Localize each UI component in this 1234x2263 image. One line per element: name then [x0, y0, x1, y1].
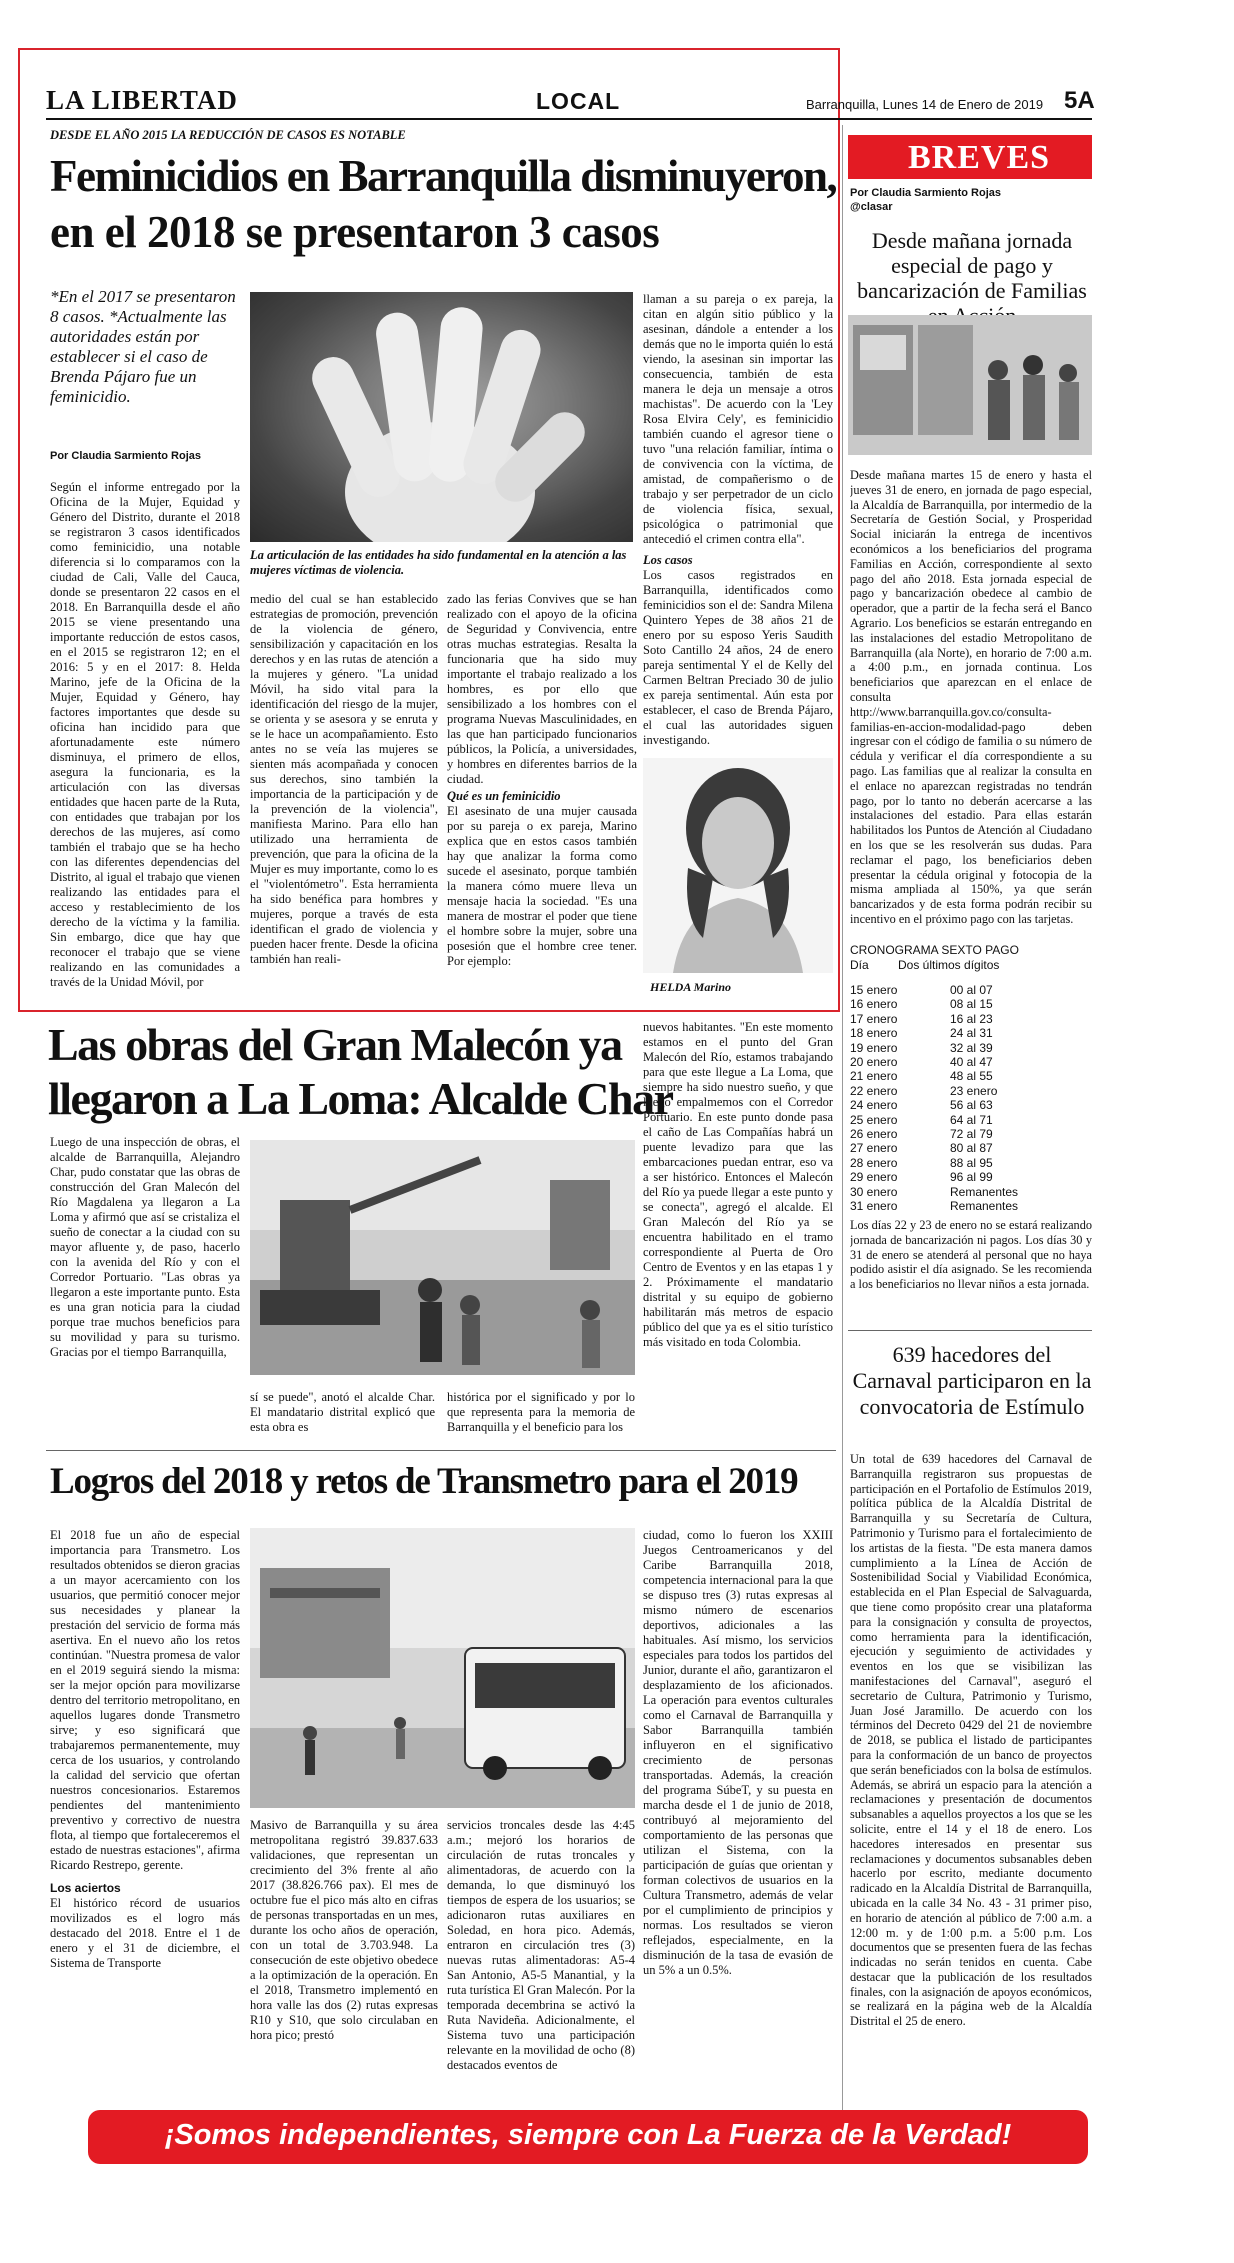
breves-title: BREVES	[908, 139, 1051, 176]
cronograma-digits: 40 al 47	[950, 1055, 993, 1070]
lead-col-3b-text: El asesinato de una mujer causada por su pareja o ex pareja, Marino explica que en estos casos también hay que analizar la forma como sucede el asesinato, porque también la manera cómo muere lleva un mensaje hacia la sociedad. "Es una manera de mostrar el poder que tiene el hombre sobre la mujer, sobre una posesión que el hombre cree tener. Por ejemplo:	[447, 804, 637, 968]
malecon-col-2: sí se puede", anotó el alcalde Char. El mandatario distrital explicó que esta obra es	[250, 1390, 435, 1434]
cronograma-digits: 08 al 15	[950, 997, 993, 1012]
cronograma-digits: 48 al 55	[950, 1069, 993, 1084]
breves-story2-body: Un total de 639 hacedores del Carnaval de Barranquilla registraron sus propuestas de participación en el Portafolio de Estímulos 2019, política pública de la Alcaldía Distrital de Barranquilla y su Secretaría de Cultura, Patrimonio y Turismo para el fortalecimiento de los artistas de la fiesta. "De esta manera damos cumplimiento a la Línea de Acción de Sostenibilidad Social y Viabilidad Económica, establecida en el Plan Especial de Salvaguarda, que tiene como propósito crear una plataforma para la consignación y consulta de proyectos, como herramienta para la identificación, ejecución y seguimiento de actividades y eventos en los que se visibilizan las manifestaciones del Carnaval", aseguró el secretario de Cultura, Patrimonio y Turismo, Juan José Jaramillo. De acuerdo con los términos del Decreto 0429 del 21 de noviembre de 2018, se publica el listado de participantes para la conformación de un banco de proyectos que serán beneficiados con la bolsa de estímulos. Además, se abrirá un espacio para la atención a reclamaciones y presentación de documentos subsanables a aquellos proyectos a los que se les solicite, entre el 14 y el 18 de enero. Los hacedores interesados en presentar sus reclamaciones y documentos subsanables deben hacerlo por escrito, mediante documento radicado en la Alcaldía Distrital de Barranquilla, ubicada en la calle 34 No. 43 - 31 primer piso, en horario de atención al público de 7:00 a.m. a 12:00 m. y de 1:00 p.m. a 5:00 p.m. Los documentos que se presenten fuera de las fechas indicadas no serán tenidos en cuenta. Cabe destacar que la publicación de los resultados finales, con la asignación de apoyos económicos, se realizará en la página web de la Alcaldía Distrital el 25 de enero.	[850, 1452, 1092, 2029]
lead-col-3-text: zado las ferias Convives que se han realizado con el apoyo de la oficina de Seguridad y Convivencia, entre otras muchas estrategias. Resalta la funcionaria que ha sido muy importante el trabajo realizado a los hombres, es por ello que sensibilizado a los hombres con el programa Nuevas Masculinidades, en las que han participado funcionarios públicos, la Policía, a universidades, y hombres en diferentes barrios de la ciudad.	[447, 592, 637, 786]
cronograma-row	[850, 1141, 1050, 1155]
cronograma-digits: Remanentes	[950, 1184, 1019, 1199]
cronograma-row	[850, 1098, 1050, 1112]
construction-illustration	[250, 1140, 635, 1375]
casos-subhead: Los casos	[643, 553, 693, 567]
cronograma-digits: 23 enero	[950, 1083, 998, 1098]
cronograma-day: 20 enero	[850, 1055, 898, 1070]
cronograma-digits: 72 al 79	[950, 1127, 993, 1142]
breves-byline: Por Claudia Sarmiento Rojas	[850, 187, 1001, 199]
hand-illustration	[250, 292, 633, 542]
paper-name: LA LIBERTAD	[46, 85, 238, 115]
transmetro-title: Logros del 2018 y retos de Transmetro para el 2019	[50, 1461, 798, 1502]
section-name: LOCAL	[536, 88, 621, 114]
portrait-caption: HELDA Marino	[650, 980, 732, 994]
portrait-illustration	[643, 758, 833, 973]
feminicidio-subhead: Qué es un feminicidio	[447, 789, 561, 803]
cronograma-day: 26 enero	[850, 1127, 898, 1142]
transmetro-col-2: Masivo de Barranquilla y su área metropolitana registró 39.837.633 validaciones, que representan un crecimiento del 3% frente al año 2017 (38.826.766 pax). El mes de octubre fue el pico más alto en cifras de personas transportadas en un mes, durante los ocho años de operación, con un total de 3.703.948. La consecución de este objetivo obedece a la optimización de la operación. En el 2018, Transmetro implementó en hora valle las dos (2) rutas expresas R10 y S10, que solo circulaban en hora pico; prestó	[250, 1818, 438, 2042]
cronograma-row	[850, 997, 1050, 1011]
cronograma-day: 31 enero	[850, 1199, 898, 1214]
cronograma-row	[850, 983, 1050, 997]
cronograma-head-digits: Dos últimos dígitos	[898, 958, 1000, 972]
lead-highlight: *En el 2017 se presentaron 8 casos. *Actualmente las autoridades están por establecer si el caso de Brenda Pájaro fue un feminicidio.	[50, 287, 236, 406]
cronograma-digits: 00 al 07	[950, 983, 993, 997]
cronograma-row	[850, 1055, 1050, 1069]
breves-divider	[848, 1330, 1092, 1331]
cronograma-digits: 56 al 63	[950, 1098, 993, 1113]
lead-byline: Por Claudia Sarmiento Rojas	[50, 450, 201, 462]
lead-col-3	[447, 592, 637, 1007]
cronograma-day: 28 enero	[850, 1155, 898, 1170]
footer-slogan: ¡Somos independientes, siempre con La Fuerza de la Verdad!	[164, 2119, 1012, 2151]
transmetro-col-1b-text: El histórico récord de usuarios movilizados es el logro más destacado del 2018. Entre el 1 de enero y el 31 de diciembre, el Sistema de Transporte	[50, 1896, 240, 1970]
malecon-title-1: Las obras del Gran Malecón ya	[48, 1019, 622, 1070]
cronograma-digits: 16 al 23	[950, 1011, 993, 1026]
bus-illustration	[250, 1528, 635, 1808]
cronograma-digits: 80 al 87	[950, 1141, 993, 1156]
cronograma-row	[850, 1170, 1050, 1184]
cronograma-day: 18 enero	[850, 1026, 898, 1041]
transmetro-col-1-text: El 2018 fue un año de especial importancia para Transmetro. Los resultados obtenidos se dieron gracias a un mayor acercamiento con los usuarios, que permitió conocer mejor sus necesidades y planear la prestación del servicio de forma más asertiva. En el nuevo año los retos continúan. "Nuestra promesa de valor en el 2019 seguirá siendo la misma: ser la mejor opción para movilizarse dentro del territorio metropolitano, en aquellos lugares donde Transmetro sirve; y eso significará que trabajaremos permanentemente, muy cerca de los usuarios, y controlando la calidad del servicio que ofertan nuestros concesionarios. Estaremos pendientes del mantenimiento preventivo y correctivo de nuestra flota, al tiempo que fortaleceremos el estado de nuestras estaciones", afirma Ricardo Restrepo, gerente.	[50, 1528, 240, 1872]
cronograma-digits: 64 al 71	[950, 1112, 993, 1127]
breves-handle: @clasar	[850, 201, 893, 213]
cronograma-row	[850, 1127, 1050, 1141]
lead-kicker: DESDE EL AÑO 2015 LA REDUCCIÓN DE CASOS ES NOTABLE	[50, 128, 406, 142]
malecon-col-1: Luego de una inspección de obras, el alcalde de Barranquilla, Alejandro Char, pudo constatar que las obras de construcción del Gran Malecón del Río Magdalena ya llegaron a La Loma y afirmó que así se cristaliza el sueño de conectar a la ciudad con su mayor afluente y, de paso, hacerlo con la avenida del Río y con el Corredor Portuario. "Las obras ya llegaron a este importante punto. Esta es una gran noticia para la ciudad porque trae muchos beneficios para su movilidad y para su turismo. Gracias por el tiempo Barranquilla,	[50, 1135, 240, 1359]
lead-col-4	[643, 292, 833, 752]
cronograma-day: 25 enero	[850, 1112, 898, 1127]
cronograma-day: 15 enero	[850, 983, 898, 997]
cronograma-day: 17 enero	[850, 1011, 898, 1026]
cronograma-row	[850, 1012, 1050, 1026]
familias-photo	[848, 315, 1092, 455]
helda-portrait	[643, 758, 833, 973]
cronograma-note: Los días 22 y 23 de enero no se estará realizando jornada de bancarización ni pagos. Los días 30 y 31 de enero se atenderá al personal que no haya podido asistir el día asignado. Se les recomienda a los beneficiarios no llevar niños a esta jornada.	[850, 1218, 1092, 1292]
transmetro-col-1	[50, 1528, 240, 2098]
malecon-title-2: llegaron a La Loma: Alcalde Char	[48, 1073, 673, 1124]
lead-title-2: en el 2018 se presentaron 3 casos	[50, 207, 660, 257]
cronograma-digits: Remanentes	[950, 1199, 1019, 1214]
cronograma-digits: 96 al 99	[950, 1170, 993, 1185]
masthead	[46, 85, 1095, 117]
cronograma-day: 29 enero	[850, 1170, 898, 1185]
cronograma-digits: 88 al 95	[950, 1155, 993, 1170]
transmetro-col-3: servicios troncales desde las 4:45 a.m.; mejoró los horarios de circulación de rutas troncales y alimentadoras, de acuerdo con la demanda, lo que disminuyó los tiempos de espera de los usuarios; se adicionaron rutas auxiliares en Soledad, en hora pico. Además, entraron en circulación tres (3) nuevas rutas alimentadoras: A5-4 San Antonio, A5-5 Manantial, y la ruta turística El Gran Malecón. Por la temporada decembrina se activó la Ruta Navideña. Adicionalmente, el Sistema tuvo una participación relevante en la movilidad de ocho (8) destacados eventos de	[447, 1818, 635, 2072]
lead-col-4-text: llaman a su pareja o ex pareja, la citan en algún sitio público y la asesinan, dándole a entender a los demás que no le importa quién lo está viendo, la asesinan sin importar las consecuencia, también de esta manera le deja un mensaje a otros machistas". De acuerdo con la 'Ley Rosa Elvira Cely', es feminicidio también cuando el agresor tiene o tuvo "una relación familiar, íntima o de convivencia con la víctima, de amistad, de compañerismo o de trabajo y ser perpetrador de un ciclo de violencia física, sexual, psicológica o patrimonial que antecedió el crimen contra ella".	[643, 292, 833, 546]
malecon-photo	[250, 1140, 635, 1375]
cronograma-day: 16 enero	[850, 997, 898, 1012]
malecon-col-4: nuevos habitantes. "En este momento estamos en el punto del Gran Malecón del Río, estamos trabajando para que este llegue a La Loma, que siempre ha sido nuestro sueño, y que luego empalmemos con el Corredor Portuario. En este punto donde pasa el caño de Las Compañías habrá un puente levadizo para que las embarcaciones puedan entrar, eso va a ser histórico. Entonces el Malecón del Río ya puede llegar a este punto y se conecta", agregó el alcalde. El Gran Malecón del Río ya se encuentra habilitado en el tramo correspondiente al Puerta de Oro Centro de Eventos y en las etapas 1 y 2. Próximamente el mandatario distrital y su equipo de gobierno habilitarán más metros de espacio público del que ya es el sitio turístico más visitado en toda Colombia.	[643, 1020, 833, 1349]
breves-story1-title: Desde mañana jornada especial de pago y bancarización de Familias	[857, 228, 1087, 303]
lead-col-1: Según el informe entregado por la Oficina de la Mujer, Equidad y Género del Distrito, durante el 2018 se registraron 3 casos identificados como feminicidio, una notable diferencia si lo comparamos con la ciudad de Cali, Valle del Cauca, donde se presentaron 22 casos en el 2018. En Barranquilla desde el año 2015 se viene presentando una importante reducción de estos casos, en el 2015 se registraron 12; en el 2016: 5 y en el 2017: 8. Helda Marino, jefe de la Oficina de la Mujer, Equidad y Género, hay factores importantes que desde su oficina han incidido para que afortunadamente este número disminuya, el primero de ellos, asegura la funcionaria, es la articulación con las diversas entidades que hacen parte de la Ruta, con entidades que trabajan por los derechos de las mujeres, así como también el trabajo que se ha hecho con las diferentes dependencias del Distrito, al igual el trabajo que vienen realizando las entidades para el acceso y restablecimiento de los derecho de la víctima y la familia. Sin embargo, dice que hay que reconocer el trabajo que se viene realizando en las comunidades a través de la Unidad Móvil, por	[50, 480, 240, 989]
cronograma-day: 21 enero	[850, 1069, 898, 1084]
transmetro-col-4: ciudad, como lo fueron los XXIII Juegos Centroamericanos y del Caribe Barranquilla 2018, competencia internacional para la que se dispuso tres (3) rutas expresas al mismo número de escenarios deportivos, adicionales a las habituales. Así mismo, los servicios especiales para todos los partidos del Junior, durante el año, garantizaron el desplazamiento de los aficionados. La operación para eventos culturales como el Carnaval de Barranquilla y Sabor Barranquilla también influyeron en el significativo crecimiento de personas transportadas. Además, la creación del programa SúbeT, y su puesta en marcha desde el 1 de junio de 2018, contribuyó al mejoramiento del comportamiento de las personas que utilizan el Sistema, con la participación de guías que orientan y forman colectivos de usuarios en la Cultura Transmetro, además de velar por el cumplimiento de principios y normas. Los resultados se vieron reflejados, especialmente, en la disminución de la tasa de evasión de un 5% a un 0.5%.	[643, 1528, 833, 1977]
hand-photo-caption: La articulación de las entidades ha sido fundamental en la atención a las mujeres víctimas de violencia.	[250, 548, 627, 577]
aciertos-subhead: Los aciertos	[50, 1881, 121, 1895]
crowd-illustration	[848, 315, 1092, 455]
lead-col-2: medio del cual se han establecido estrategias de promoción, prevención de la violencia de género, sensibilización y capacitación en los derechos y en las rutas de atención a la mujeres y género. "La unidad Móvil, ha sido vital para la identificación del riesgo de la mujer, se orienta y se asesora y se enruta y se le hace un acompañamiento. Esto antes no se veía las mujeres se sienten más acompañada y conocen sus derechos, sino también la importancia de la participación y de la prevención de la violencia", manifiesta Marino. Para ello han utilizado una herramienta de prevención, que para la oficina de la Mujer es muy importante, como lo es el "violentómetro". Esta herramienta ha sido benéfica para hombres y mujeres, porque a través de esta identifican el grado de violencia y pueden hacer frente. Desde la oficina también han reali-	[250, 592, 438, 966]
lead-col-4b-text: Los casos registrados en Barranquilla, identificados como feminicidios son el de: Sandra Milena Quintero Yepes de 38 años 21 de enero por su esposo Yeris Saudith Soto Cantillo 24 años, 24 de enero pareja sentimental Y el de Kelly del Carmen Beltran Preciado 30 de julio ex pareja sentimental. Aún esta por establecer, el caso de Brenda Pájaro, el cual las autoridades siguen investigando.	[643, 568, 833, 747]
cronograma-digits: 32 al 39	[950, 1040, 993, 1055]
cronograma-digits: 24 al 31	[950, 1026, 993, 1041]
cronograma-day: 24 enero	[850, 1098, 898, 1113]
cronograma-day: 27 enero	[850, 1141, 898, 1156]
cronograma-table	[850, 983, 1050, 1214]
breves-story1-body: Desde mañana martes 15 de enero y hasta el jueves 31 de enero, en jornada de pago especial, la Alcaldía de Barranquilla, por intermedio de la Secretaría de Gestión Social, y Prosperidad Social iniciarán la entrega de incentivos económicos a los beneficiarios del programa Familias en Acción, correspondiente al sexto pago del año 2018. Esta jornada especial de pago y bancarización obedece al cambio de operador, que a partir de la fecha será el Banco Agrario. Los beneficios se estarán entregando en las instalaciones del estadio Metropolitano de Barranquilla (ala Norte), en horario de 7:00 a.m. a 4:00 p.m., en jornada continua. Los beneficiarios que aparezcan en el enlace de consulta http://www.barranquilla.gov.co/consulta-familias-en-accion-modalidad-pago deben ingresar con el código de familia o su número de cédula y verificar el día correspondiente a su pago. Las familias que al realizar la consulta en el enlace no aparezcan registradas no tendrán pago, por lo tanto no deberán acercarse a las instalaciones del estadio. Para ellas estarán habilitados los Puntos de Atención al Ciudadano en los que se les resolverán sus dudas. Para reclamar el pago, los beneficiarios deben presentar la cédula original y fotocopia de la misma ampliada al 150%, ya que serán bancarizados y de esta forma podrán recibir su incentivo en el próximo pago con las tarjetas.	[850, 468, 1092, 926]
cronograma-head-day: Día	[850, 958, 869, 972]
cronograma-row	[850, 1199, 1050, 1213]
malecon-col-3: histórica por el significado y por lo que representa para la memoria de Barranquilla y el beneficio para los	[447, 1390, 635, 1434]
masthead-rule	[46, 118, 1092, 120]
breves-story2-title: 639 hacedores del Carnaval participaron en la convocatoria de Estímulo	[852, 1342, 1092, 1419]
cronograma-row	[850, 1069, 1050, 1083]
transmetro-photo	[250, 1528, 635, 1808]
cronograma-title: CRONOGRAMA SEXTO PAGO	[850, 943, 1019, 957]
cronograma-row	[850, 1041, 1050, 1055]
cronograma-day: 19 enero	[850, 1040, 898, 1055]
cronograma-row	[850, 1084, 1050, 1098]
cronograma-day: 22 enero	[850, 1083, 898, 1098]
footer-banner	[88, 2110, 1088, 2164]
cronograma-row	[850, 1026, 1050, 1040]
date-line: Barranquilla, Lunes 14 de Enero de 2019	[806, 97, 1044, 112]
cronograma-row	[850, 1113, 1050, 1127]
cronograma-row	[850, 1156, 1050, 1170]
breves-header	[848, 135, 1092, 179]
right-column-divider	[842, 125, 843, 2115]
hand-photo	[250, 292, 633, 542]
cronograma-row	[850, 1185, 1050, 1199]
cronograma-day: 30 enero	[850, 1184, 898, 1199]
malecon-rule	[46, 1450, 836, 1451]
lead-title-1: Feminicidios en Barranquilla disminuyeron,	[50, 151, 837, 201]
page-number: 5A	[1064, 87, 1095, 114]
